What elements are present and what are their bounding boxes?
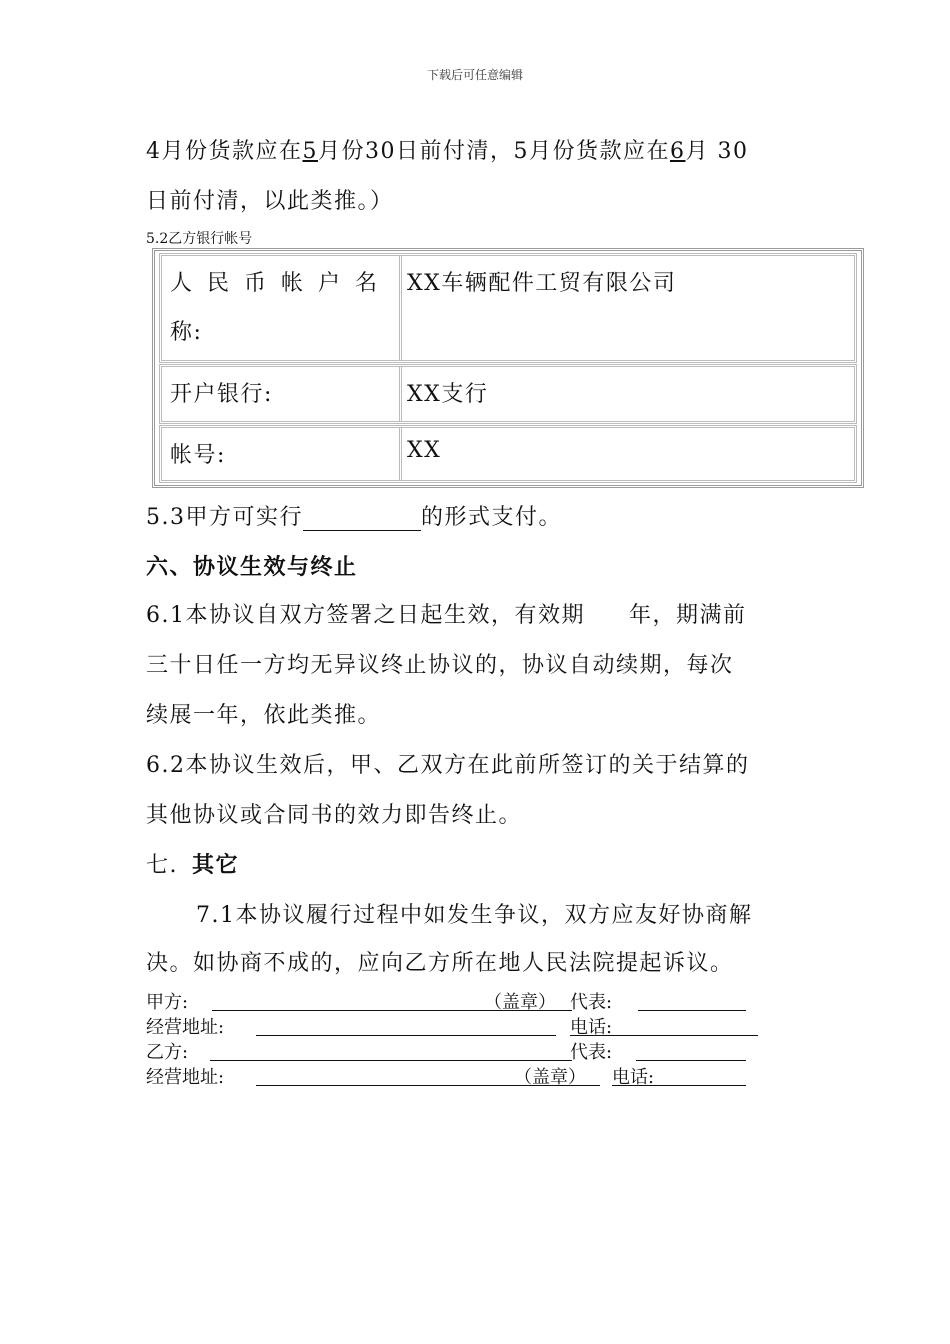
party-a-representative-line xyxy=(638,988,746,1011)
party-a-label: 甲方: xyxy=(146,992,189,1013)
payment-terms-line2: 日前付清，以此类推。） xyxy=(146,189,394,214)
text-segment: 5.3甲方可实行 xyxy=(146,505,303,530)
phone-label: 电话: xyxy=(612,1067,655,1088)
account-number-label: 帐号: xyxy=(162,428,402,480)
page-header: 下载后可任意编辑 xyxy=(426,68,523,82)
bank-account-heading: 5.2乙方银行帐号 xyxy=(146,231,253,247)
representative-label: 代表: xyxy=(570,992,613,1013)
account-name-label: 人民币帐户名 xyxy=(170,271,393,296)
bank-account-table xyxy=(152,248,864,488)
address-label: 经营地址: xyxy=(146,1067,225,1088)
account-name-label-cont: 称: xyxy=(170,320,203,345)
section7-title xyxy=(146,848,810,879)
representative-label: 代表: xyxy=(570,1042,613,1063)
party-b-phone-line xyxy=(612,1063,746,1086)
signature-row-party-b-address xyxy=(146,1063,766,1087)
party-b-representative-line xyxy=(636,1038,746,1061)
clause-6-2-line1: 6.2本协议生效后，甲、乙双方在此前所签订的关于结算的 xyxy=(146,753,750,778)
party-b-name-line xyxy=(210,1038,572,1061)
table-cell-label xyxy=(162,256,402,360)
signature-row-party-a-address xyxy=(146,1013,766,1037)
party-a-phone-line xyxy=(570,1013,758,1036)
table-row xyxy=(159,253,857,363)
payment-method-line xyxy=(146,500,810,531)
section-title-text: 其它 xyxy=(192,852,240,878)
phone-label: 电话: xyxy=(570,1017,613,1038)
account-number-value: XX xyxy=(407,438,442,463)
payment-method-blank xyxy=(303,508,421,531)
clause-6-2-line2: 其他协议或合同书的效力即告终止。 xyxy=(146,803,523,828)
table-row xyxy=(159,364,857,424)
underlined-month: 5 xyxy=(302,139,318,164)
payment-terms-line1 xyxy=(146,134,810,165)
bank-value: XX支行 xyxy=(407,382,489,407)
table-row xyxy=(159,425,857,483)
underlined-month: 6 xyxy=(670,139,686,164)
text-segment: 的形式支付。 xyxy=(421,505,563,530)
clause-6-1-line2: 三十日任一方均无异议终止协议的，协议自动续期，每次 xyxy=(146,653,734,678)
section-number: 七. xyxy=(146,853,178,878)
party-a-address-line xyxy=(256,1013,556,1036)
text-segment: 4月份货款应在 xyxy=(146,139,303,164)
seal-label: （盖章） xyxy=(484,992,556,1013)
section6-title: 六、协议生效与终止 xyxy=(146,554,358,580)
clause-7-1-line1: 7.1本协议履行过程中如发生争议，双方应友好协商解 xyxy=(196,903,753,928)
clause-6-1-line3: 续展一年，依此类推。 xyxy=(146,703,382,728)
address-label: 经营地址: xyxy=(146,1017,225,1038)
text-segment: 月 30 xyxy=(685,139,749,164)
text-segment: 年，期满前 xyxy=(629,603,747,628)
text-segment: 月份30日前付清，5月份货款应在 xyxy=(318,139,670,164)
seal-label: （盖章） xyxy=(514,1067,586,1088)
party-b-label: 乙方: xyxy=(146,1042,189,1063)
clause-6-1-line1 xyxy=(146,598,810,629)
signature-row-party-b xyxy=(146,1038,766,1062)
text-segment: 6.1本协议自双方签署之日起生效，有效期 xyxy=(146,603,585,628)
bank-label: 开户银行: xyxy=(162,367,402,421)
account-name-value: XX车辆配件工贸有限公司 xyxy=(407,271,677,296)
signature-row-party-a xyxy=(146,988,766,1012)
clause-7-1-line2: 决。如协商不成的，应向乙方所在地人民法院提起诉议。 xyxy=(146,951,734,976)
